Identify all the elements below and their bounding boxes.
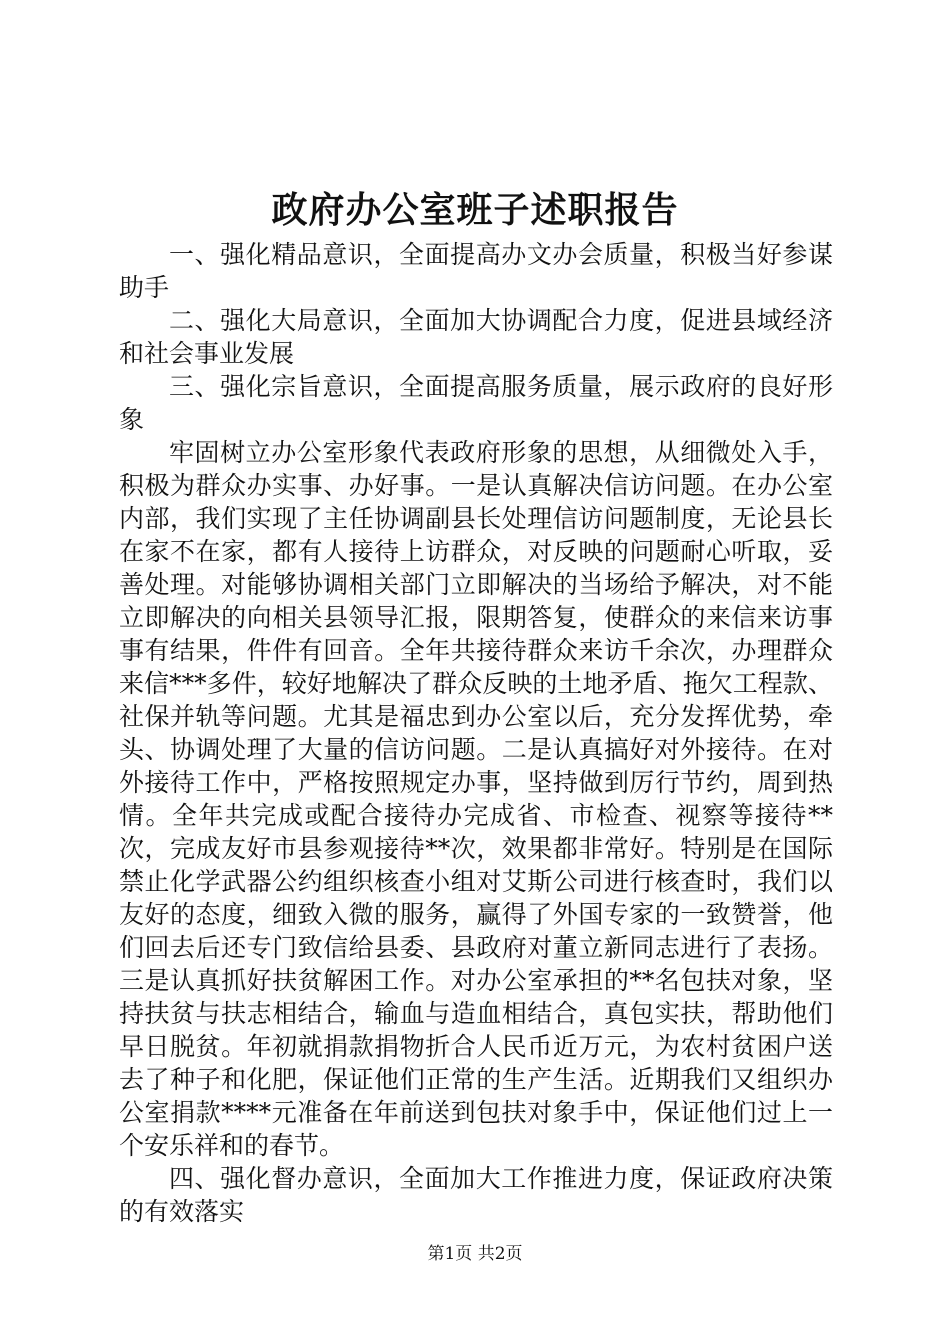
document-body bbox=[119, 238, 833, 1228]
section-heading-4: 四、强化督办意识，全面加大工作推进力度，保证政府决策的有效落实 bbox=[119, 1164, 833, 1226]
body-paragraph: 牢固树立办公室形象代表政府形象的思想，从细微处入手，积极为群众办实事、办好事。一是认真解决信访问题。在办公室内部，我们实现了主任协调副县长处理信访问题制度，无论县长在家不在家，都有人接待上访群众，对反映的问题耐心听取，妥善处理。对能够协调相关部门立即解决的当场给予解决，对不能立即解决的向相关县领导汇报，限期答复，使群众的来信来访事事有结果，件件有回音。全年共接待群众来访千余次，办理群众来信***多件，较好地解决了群众反映的土地矛盾、拖欠工程款、社保并轨等问题。尤其是福忠到办公室以后，充分发挥优势，牵头、协调处理了大量的信访问题。二是认真搞好对外接待。在对外接待工作中，严格按照规定办事，坚持做到厉行节约，周到热情。全年共完成或配合接待办完成省、市检查、视察等接待**次，完成友好市县参观接待**次，效果都非常好。特别是在国际禁止化学武器公约组织核查小组对艾斯公司进行核查时，我们以友好的态度，细致入微的服务，赢得了外国专家的一致赞誉，他们回去后还专门致信给县委、县政府对董立新同志进行了表扬。三是认真抓好扶贫解困工作。对办公室承担的**名包扶对象，坚持扶贫与扶志相结合，输血与造血相结合，真包实扶，帮助他们早日脱贫。年初就捐款捐物折合人民币近万元，为农村贫困户送去了种子和化肥，保证他们正常的生产生活。近期我们又组织办公室捐款****元准备在年前送到包扶对象手中，保证他们过上一个安乐祥和的春节。 bbox=[119, 438, 833, 1160]
page-number-footer: 第1页 共2页 bbox=[427, 1244, 523, 1264]
document-title: 政府办公室班子述职报告 bbox=[271, 189, 679, 231]
section-heading-3: 三、强化宗旨意识，全面提高服务质量，展示政府的良好形象 bbox=[119, 372, 833, 434]
section-heading-1: 一、强化精品意识，全面提高办文办会质量，积极当好参谋助手 bbox=[119, 240, 833, 302]
section-heading-2: 二、强化大局意识，全面加大协调配合力度，促进县域经济和社会事业发展 bbox=[119, 306, 833, 368]
